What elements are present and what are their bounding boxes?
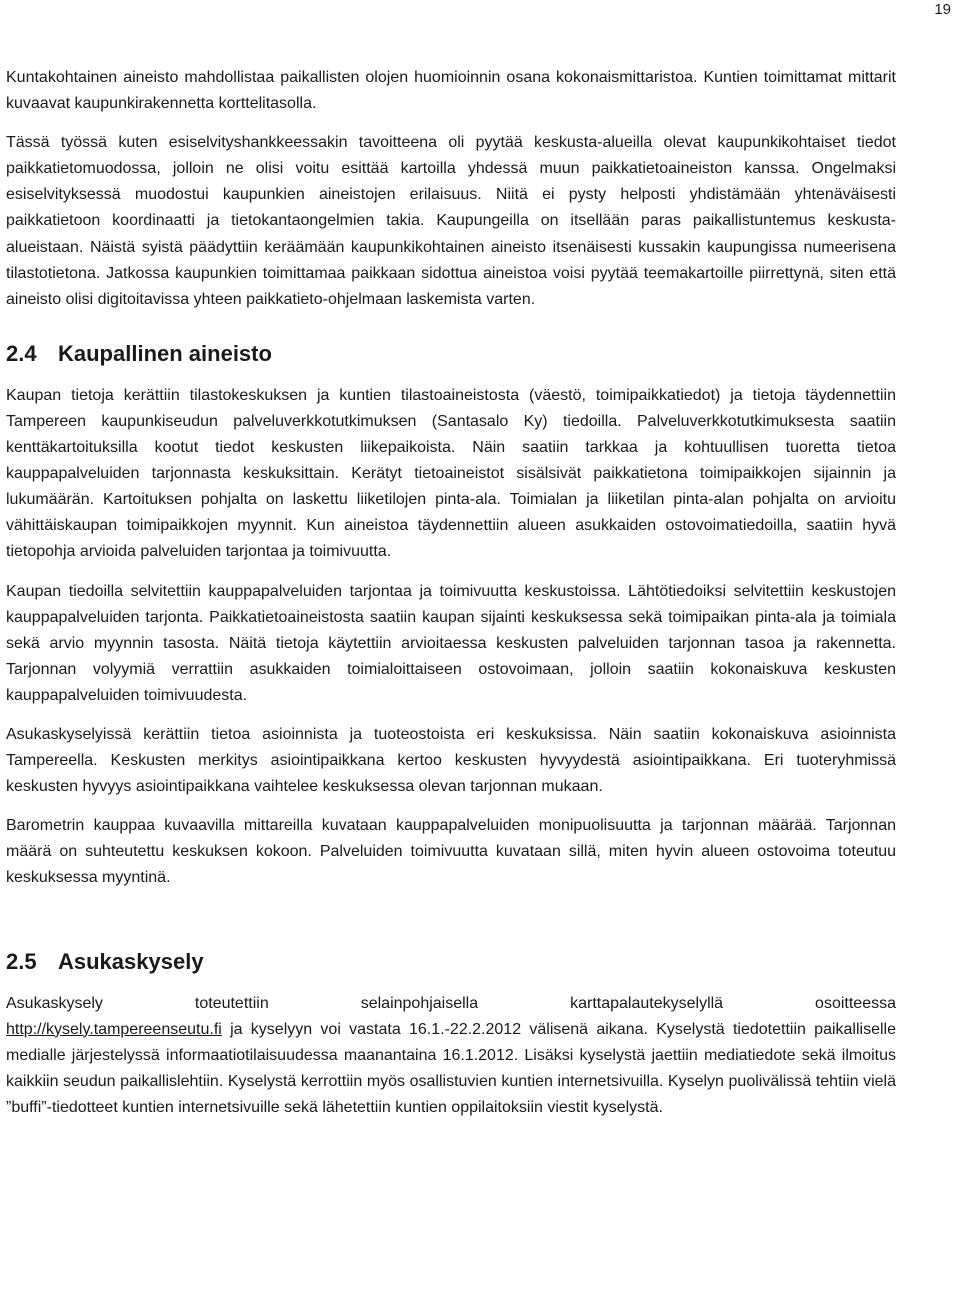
section-heading-2-5 xyxy=(6,947,896,977)
section-2-5-line-1: Asukaskysely toteutettiin selainpohjaisella karttapalautekyselyllä osoitteessa xyxy=(6,994,896,1012)
document-body xyxy=(6,65,896,1121)
section-title: Asukaskysely xyxy=(58,948,204,974)
section-number: 2.4 xyxy=(6,340,37,366)
section-2-4-paragraph-4: Barometrin kauppaa kuvaavilla mittareilla kuvataan kauppapalveluiden monipuolisuutta ja tarjonnan määrää. Tarjonnan määrä on suhteutettu keskuksen kokoon. Palveluiden toimivuutta kuvataan sillä, miten hyvin alueen ostovoima toteutuu keskuksessa myyntinä. xyxy=(6,817,896,887)
section-number: 2.5 xyxy=(6,948,37,974)
page-number: 19 xyxy=(934,1,951,18)
section-2-4-paragraph-3: Asukaskyselyissä kerättiin tietoa asioinnista ja tuoteostoista eri keskuksissa. Näin saatiin kokonaiskuva asioinnista Tampereella. Keskusten merkitys asiointipaikkana kertoo keskusten hyvyydestä asiointipaikkana. Eri tuoteryhmissä keskusten hyvyys asiointipaikkana vaihtelee keskuksessa olevan tarjonnan mukaan. xyxy=(6,725,896,796)
section-2-4-paragraph-2: Kaupan tiedoilla selvitettiin kauppapalveluiden tarjontaa ja toimivuutta keskustoissa. Lähtötiedoiksi selvitettiin keskustojen kauppapalveluiden tarjonta. Paikkatietoaineistosta saatiin kaupan sijainti keskuksessa sekä toimipaikan pinta-ala ja toimiala sekä arvio myynnin tasosta. Näitä tietoja käytettiin arvioitaessa keskusten palveluiden tarjonnan tasoa ja rakennetta. Tarjonnan volyymiä verrattiin asukkaiden toimialoittaiseen ostovoimaan, jolloin saatiin kokonaiskuva keskusten kauppapalveluiden toimivuudesta. xyxy=(6,582,896,704)
section-2-5-paragraph-rest: ja kyselyyn voi vastata 16.1.-22.2.2012 välisenä aikana. Kyselystä tiedotettiin paikalliselle medialle järjestelyssä informaatiotilaisuudessa maanantaina 16.1.2012. Lisäksi kyselystä jaettiin mediatiedote sekä ilmoitus kaikkiin seudun paikallislehtiin. Kyselystä kerrottiin myös osallistuvien kuntien internetsivuilla. Kyselyn puolivälissä tehtiin vielä ”buffi”-tiedotteet kuntien internetsivuille sekä lähetettiin kuntien oppilaitoksiin viestit kyselystä. xyxy=(6,1020,896,1116)
section-2-4-paragraph-1: Kaupan tietoja kerättiin tilastokeskuksen ja kuntien tilastoaineistosta (väestö, toimipaikkatiedot) ja tietoja täydennettiin Tampereen kaupunkiseudun palveluverkkotutkimuksen (Santasalo Ky) tiedoilla. Palveluverkkotutkimuksesta saatiin kenttäkartoituksilla kootut tiedot keskusten liikepaikoista. Näin saatiin tarkkaa ja kohtuullisen tuoretta tietoa kauppapalveluiden tarjonnasta keskuksittain. Kerätyt tietoaineistot sisälsivät paikkatietona toimipaikkojen sijainnin ja lukumäärän. Kartoituksen pohjalta on laskettu liiketilojen pinta-ala. Toimialan ja liiketilan pinta-alan pohjalta on arvioitu vähittäiskaupan toimipaikkojen myynnit. Kun aineistoa täydennettiin alueen asukkaiden ostovoimatiedoilla, saatiin hyvä tietopohja arvioida palveluiden tarjontaa ja toimivuutta. xyxy=(6,386,896,561)
section-heading-2-4 xyxy=(6,339,896,369)
intro-paragraph-2: Tässä työssä kuten esiselvityshankkeessakin tavoitteena oli pyytää keskusta-alueilla olevat kaupunkikohtaiset tiedot paikkatietomuodossa, jolloin ne olisi voitu esittää kartoilla yhdessä muun paikkatietoaineiston kanssa. Ongelmaksi esiselvityksessä muodostui kaupunkien aineistojen erilaisuus. Niitä ei pysty helposti yhdistämään yhtenäväisesti paikkatietoon koordinaatti ja tietokantaongelmien takia. Kaupungeilla on itsellään paras paikallistuntemus keskusta-alueistaan. Näistä syistä päädyttiin keräämään kaupunkikohtainen aineisto itsenäisesti kussakin kaupungissa numeerisena tilastotietona. Jatkossa kaupunkien toimittamaa paikkaan sidottua aineistoa voisi pyytää teemakartoille piirrettynä, siten että aineisto olisi digitoitavissa yhteen paikkatieto-ohjelmaan laskemista varten. xyxy=(6,134,896,308)
section-title: Kaupallinen aineisto xyxy=(58,340,272,366)
intro-paragraph-1: Kuntakohtainen aineisto mahdollistaa paikallisten olojen huomioinnin osana kokonaismittaristoa. Kuntien toimittamat mittarit kuvaavat kaupunkirakennetta korttelitasolla. xyxy=(6,69,896,113)
survey-link[interactable]: http://kysely.tampereenseutu.fi xyxy=(6,1020,222,1038)
section-2-5-paragraph-1 xyxy=(6,991,896,1121)
